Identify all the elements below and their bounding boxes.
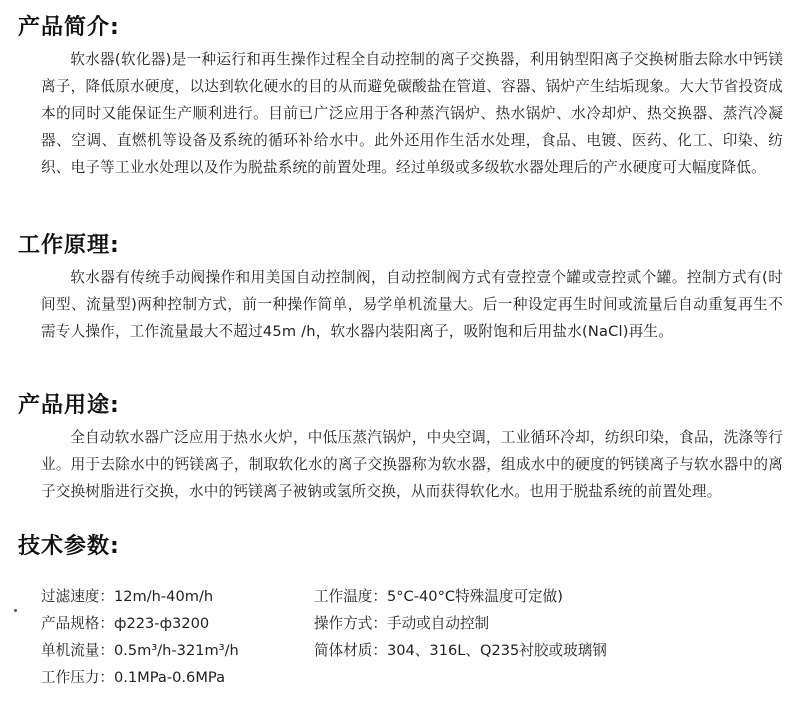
specs-right-column bbox=[314, 583, 607, 664]
specs-heading: 技术参数: bbox=[18, 534, 120, 559]
usage-paragraph: 全自动软水器广泛应用于热水火炉，中低压蒸汽锅炉，中央空调，工业循环冷却，纺织印染，食品，洗涤等行业。用于去除水中的钙镁离子，制取软化水的离子交换器称为软水器，组成水中的硬度的钙镁离子与软水器中的离子交换树脂进行交换，水中的钙镁离子被钠或氢所交换，从而获得软化水。也用于脱盐系统的前置处理。 bbox=[41, 429, 783, 500]
intro-paragraph: 软水器(软化器)是一种运行和再生操作过程全自动控制的离子交换器，利用钠型阳离子交换树脂去除水中钙镁离子，降低原水硬度，以达到软化硬水的目的从而避免碳酸盐在管道、容器、锅炉产生结垢现象。大大节省投资成本的同时又能保证生产顺利进行。目前已广泛应用于各种蒸汽锅炉、热水锅炉、水冷却炉、热交换器、蒸汽冷凝器、空调、直燃机等设备及系统的循环补给水中。此外还用作生活水处理，食品、电镀、医药、化工、印染、纺织、电子等工业水处理以及作为脱盐系统的前置处理。经过单级或多级软水器处理后的产水硬度可大幅度降低。 bbox=[41, 51, 783, 176]
spec-working-pressure: 工作压力：0.1MPa-0.6MPa bbox=[41, 669, 226, 686]
spec-product-size: 产品规格：ф223-ф3200 bbox=[41, 615, 210, 632]
spec-unit-flow: 单机流量：0.5m³/h-321m³/h bbox=[41, 642, 239, 659]
spec-operation-mode: 操作方式：手动或自动控制 bbox=[314, 615, 490, 632]
intro-heading: 产品简介: bbox=[18, 15, 120, 40]
spec-filter-speed: 过滤速度：12m/h-40m/h bbox=[41, 588, 214, 605]
spec-body-material: 简体材质：304、316L、Q235衬胶或玻璃钢 bbox=[314, 642, 607, 659]
spec-working-temperature: 工作温度：5°C-40°C特殊温度可定做) bbox=[314, 588, 563, 605]
usage-heading: 产品用途: bbox=[18, 393, 120, 418]
stray-dot-mark bbox=[14, 609, 17, 612]
principle-paragraph: 软水器有传统手动阀操作和用美国自动控制阀，自动控制阀方式有壹控壹个罐或壹控贰个罐。控制方式有(时间型、流量型)两种控制方式，前一种操作简单，易学单机流量大。后一种设定再生时间或流量后自动重复再生不需专人操作，工作流量最大不超过45m /h，软水器内装阳离子，吸附饱和后用盐水(NaCl)再生。 bbox=[41, 269, 783, 340]
principle-heading: 工作原理: bbox=[18, 233, 120, 258]
specs-left-column bbox=[41, 583, 239, 691]
